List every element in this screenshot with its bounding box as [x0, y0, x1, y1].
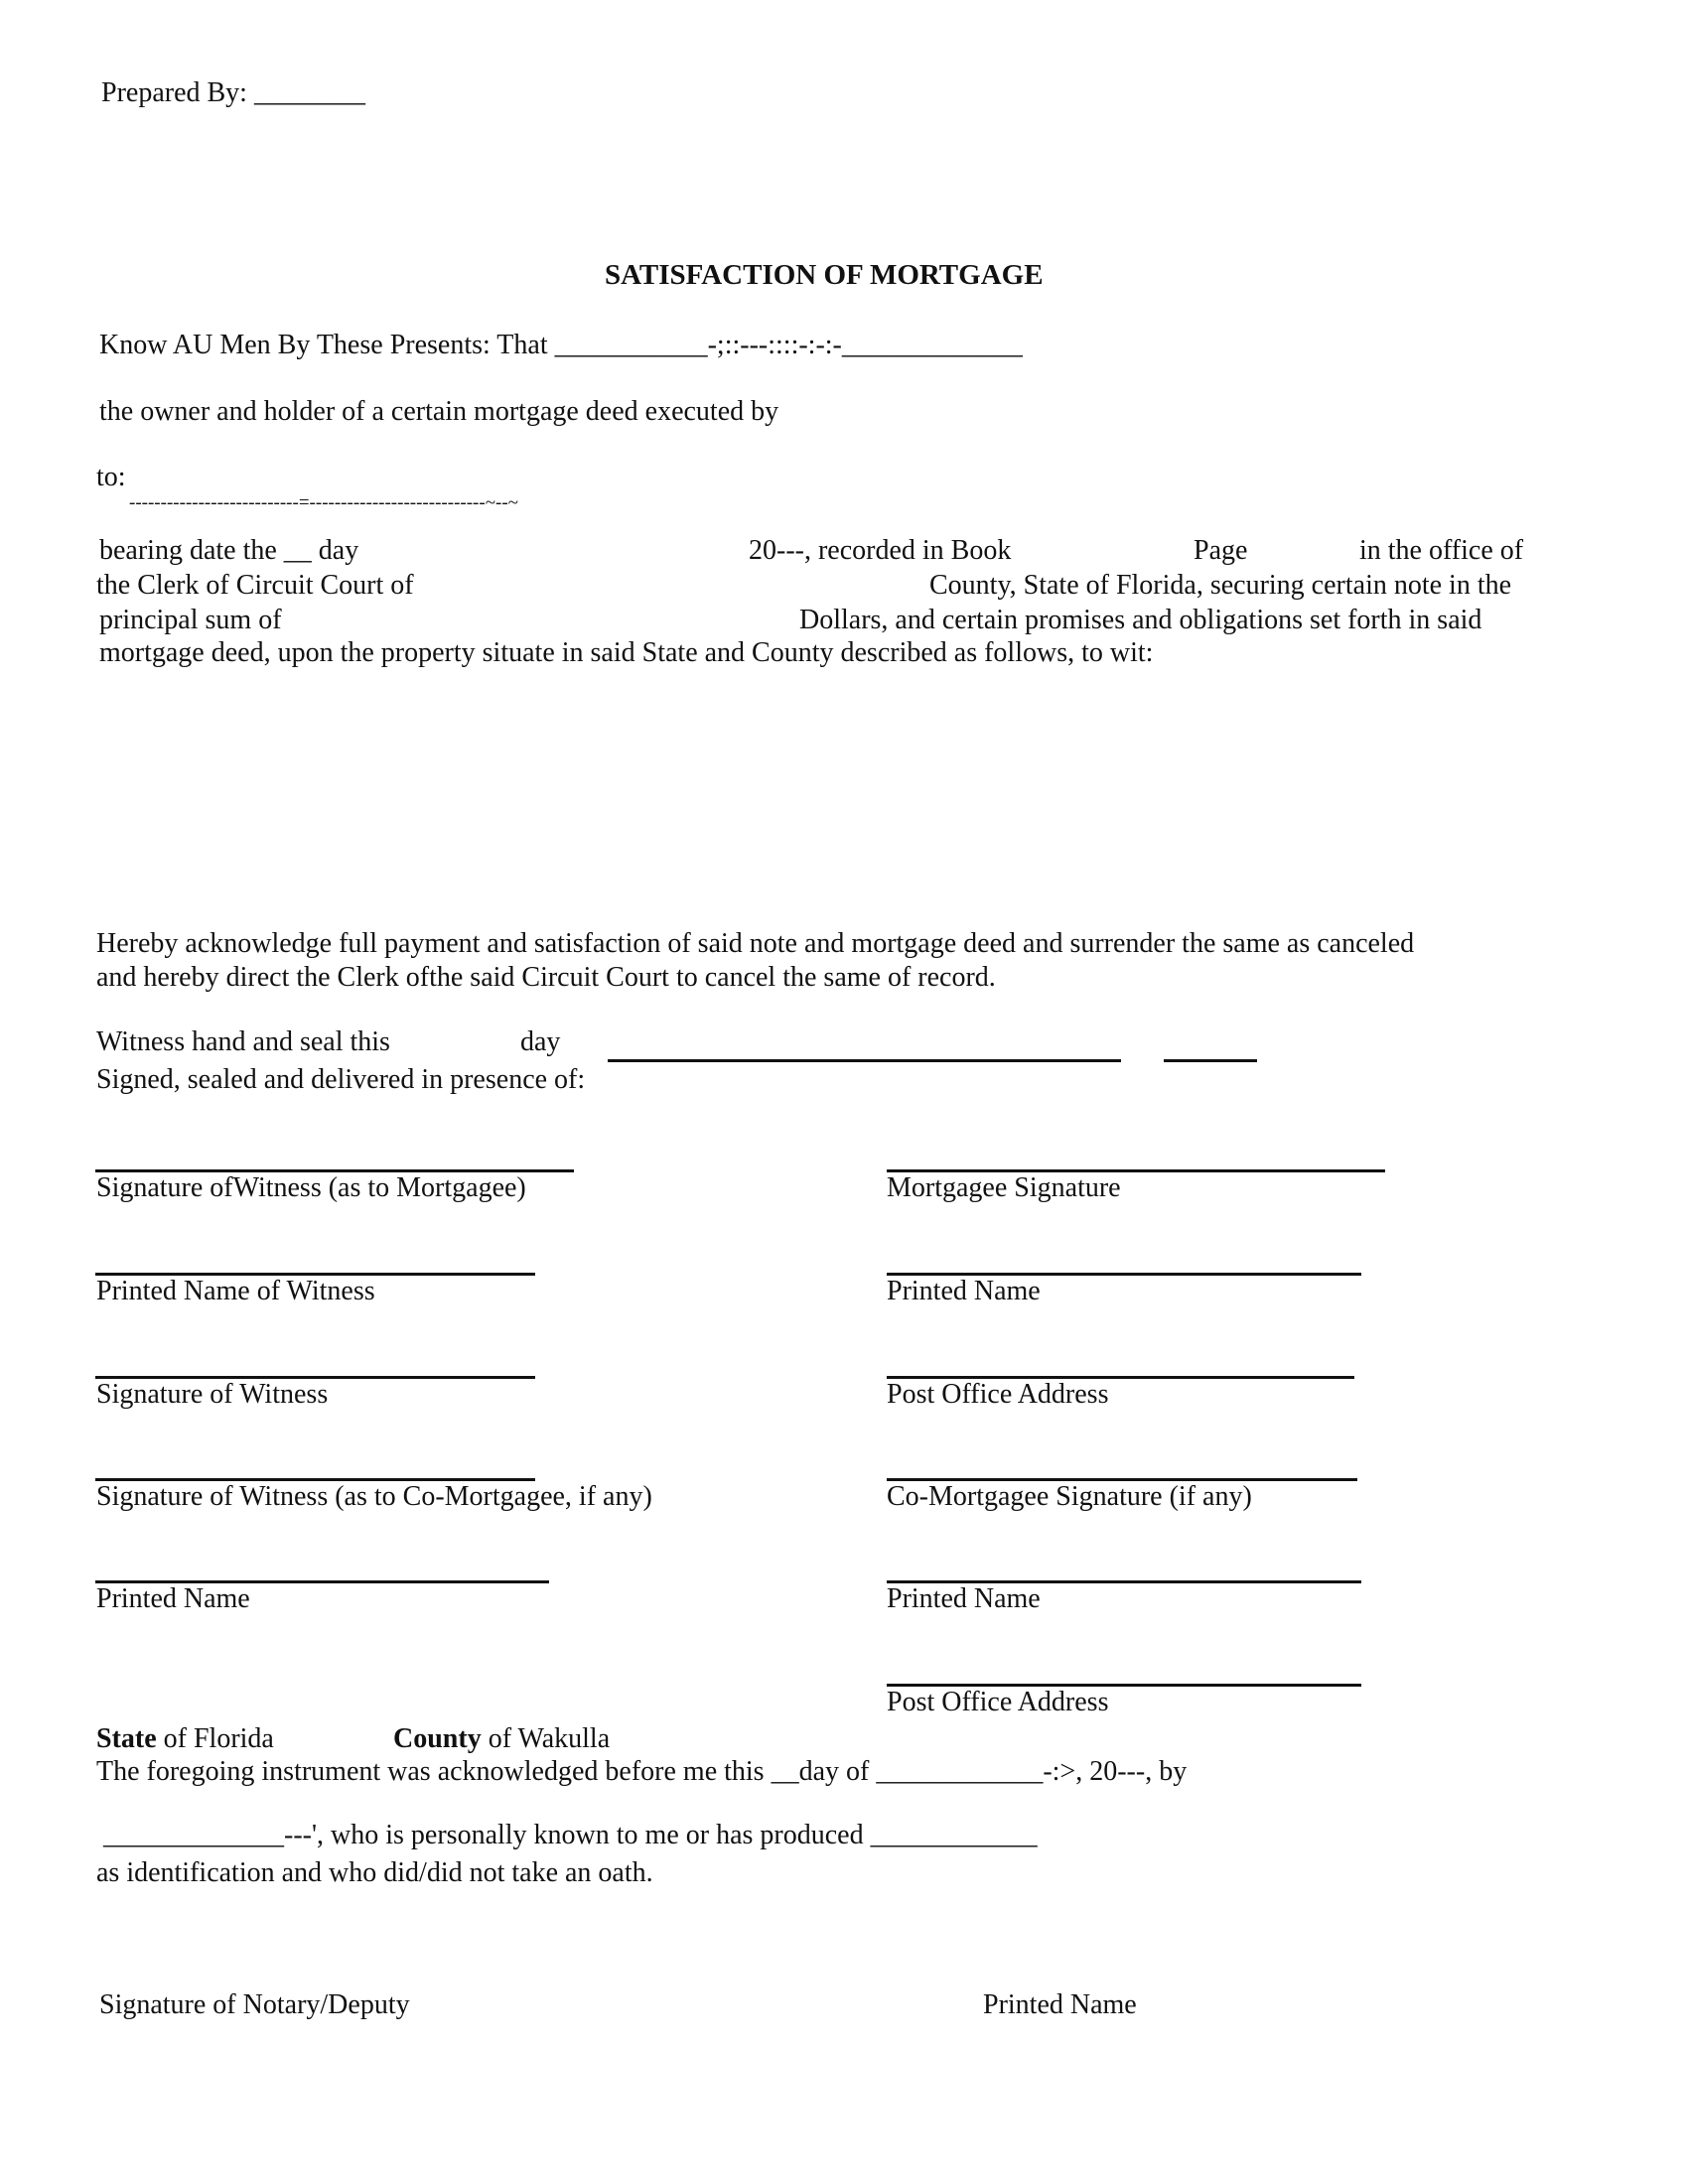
- recital-bearing-date: bearing date the __ day: [99, 535, 359, 566]
- witness-mortgagee-signature-label: Signature ofWitness (as to Mortgagee): [96, 1172, 526, 1203]
- mortgagee-signature-label: Mortgagee Signature: [887, 1172, 1121, 1203]
- recital-office-of: in the office of: [1359, 535, 1524, 566]
- witness-signature-label: Signature of Witness: [96, 1379, 329, 1410]
- witness-day-label: day: [520, 1026, 561, 1057]
- notary-personally-known-line: _____________---', who is personally known to me or has produced ____________: [96, 1820, 1038, 1850]
- acknowledge-line-2: and hereby direct the Clerk ofthe said Circuit Court to cancel the same of record.: [96, 962, 996, 993]
- intro-to-dash-line: ---------------------------=----------------------------~--~: [129, 492, 518, 513]
- witness-co-mortgagee-signature-label: Signature of Witness (as to Co-Mortgagee, if any): [96, 1481, 652, 1512]
- notary-county-word: County: [393, 1723, 482, 1754]
- notary-printed-name-label: Printed Name: [983, 1989, 1137, 2020]
- co-mortgagee-post-office-address-label: Post Office Address: [887, 1687, 1109, 1717]
- intro-to-label: to:: [96, 462, 126, 492]
- recital-principal-sum: principal sum of: [99, 605, 282, 635]
- witness-year-line: [1164, 1059, 1257, 1062]
- prepared-by-field: Prepared By: ________: [101, 77, 365, 108]
- intro-owner-holder: the owner and holder of a certain mortgage deed executed by: [99, 396, 779, 427]
- notary-county-name: of Wakulla: [481, 1723, 611, 1754]
- recital-page-label: Page: [1194, 535, 1248, 566]
- acknowledge-line-1: Hereby acknowledge full payment and satisfaction of said note and mortgage deed and surrender the same as canceled: [96, 928, 1415, 959]
- witness-date-line: [608, 1059, 1121, 1062]
- recital-recorded-book: 20---, recorded in Book: [749, 535, 1012, 566]
- mortgagee-printed-name-label: Printed Name: [887, 1276, 1041, 1306]
- recital-dollars: Dollars, and certain promises and obligations set forth in said: [799, 605, 1482, 635]
- witness-printed-name-label: Printed Name of Witness: [96, 1276, 375, 1306]
- recital-property-description: mortgage deed, upon the property situate in said State and County described as follows, to wit:: [99, 637, 1154, 668]
- co-mortgagee-signature-label: Co-Mortgagee Signature (if any): [887, 1481, 1252, 1512]
- notary-state-line: [96, 1725, 274, 1753]
- notary-county-line: [393, 1725, 610, 1753]
- document-title: SATISFACTION OF MORTGAGE: [605, 259, 1044, 291]
- mortgagee-post-office-address-label: Post Office Address: [887, 1379, 1109, 1410]
- intro-know-all-men: Know AU Men By These Presents: That ___________-;::---::::-:-:-_____________: [99, 330, 1023, 360]
- notary-state-name: of Florida: [156, 1723, 274, 1754]
- co-mortgagee-printed-name-label: Printed Name: [887, 1583, 1041, 1614]
- witness-2-printed-name-label: Printed Name: [96, 1583, 250, 1614]
- recital-clerk-of-court: the Clerk of Circuit Court of: [96, 570, 414, 601]
- signed-sealed-delivered: Signed, sealed and delivered in presence of:: [96, 1064, 586, 1095]
- witness-hand-seal: Witness hand and seal this: [96, 1026, 390, 1057]
- notary-signature-label: Signature of Notary/Deputy: [99, 1989, 410, 2020]
- recital-county-state: County, State of Florida, securing certain note in the: [929, 570, 1512, 601]
- notary-identification-line: as identification and who did/did not take an oath.: [96, 1857, 653, 1888]
- notary-acknowledged-line: The foregoing instrument was acknowledged before me this __day of ____________-:>, 20---, by: [96, 1756, 1188, 1787]
- notary-state-word: State: [96, 1723, 157, 1754]
